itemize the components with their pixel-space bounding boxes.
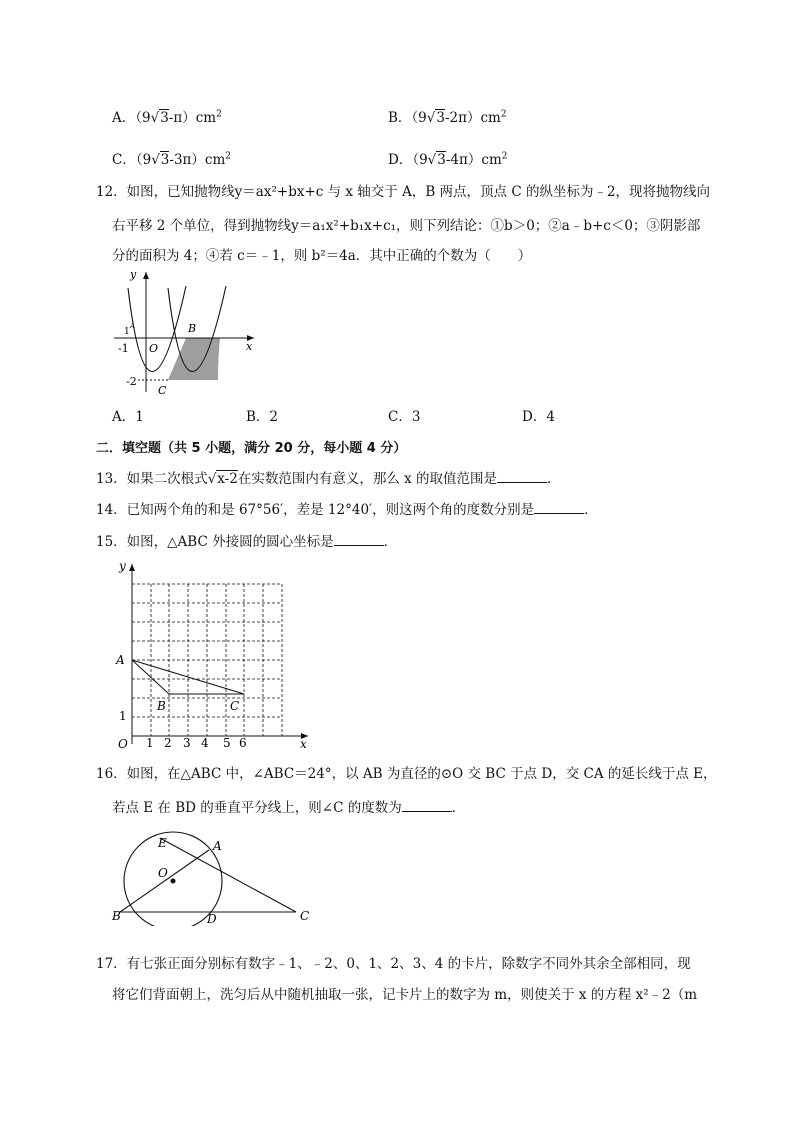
q15-label-o: O — [118, 737, 128, 751]
q15-tick-2: 2 — [164, 736, 172, 750]
q16-label-b: B — [112, 909, 121, 923]
q16-label-o: O — [158, 866, 168, 880]
q15-text: 15．如图，△ABC 外接圆的圆心坐标是 ． — [96, 534, 398, 550]
q12-line-3: 分的面积为 4；④若 c＝﹣1，则 b²＝4a．其中正确的个数为（ ） — [112, 248, 532, 264]
q12-label-one: 1 — [124, 327, 130, 337]
q12-line-1: 12．如图，已知抛物线y＝ax²+bx+c 与 x 轴交于 A，B 两点，顶点 C 的纵坐标为﹣2，现将抛物线向 — [96, 184, 711, 200]
q15-label-y-one: 1 — [119, 709, 127, 723]
q15-grid-figure — [112, 558, 312, 754]
q16-segment-ec — [160, 838, 296, 912]
q15-tick-5: 5 — [223, 736, 231, 750]
q16-label-a: A — [213, 839, 222, 853]
q12-shaded-region-fill — [168, 338, 220, 380]
q12-label-o: O — [149, 342, 159, 355]
q12-label-y: y — [130, 268, 137, 281]
section-2-title: 二．填空题（共 5 小题，满分 20 分，每小题 4 分） — [96, 441, 407, 456]
q17-line-1: 17．有七张正面分别标有数字﹣1、﹣2、0、1、2、3、4 的卡片，除数字不同外其余全部相同，现 — [96, 956, 691, 972]
q13-answer-blank[interactable] — [497, 470, 547, 483]
q12-parabola-figure — [108, 266, 260, 396]
q16-label-c: C — [300, 909, 310, 923]
q11-option-b: B．$(9√3-2\pi)cm^2$ — [388, 109, 507, 126]
q12-line-2: 右平移 2 个单位，得到抛物线y＝a₁x²+b₁x+c₁，则下列结论：①b＞0；②a﹣b+c＜0；③阴影部 — [112, 218, 701, 234]
q15-dashed-grid — [132, 584, 282, 736]
q12-option-b: B．2 — [246, 409, 279, 425]
q15-label-x: x — [300, 737, 307, 751]
q16-circle-figure — [108, 828, 318, 926]
q16-line-2: 若点 E 在 BD 的垂直平分线上，则∠C 的度数为 ． — [112, 800, 466, 816]
q12-option-a: A．1 — [112, 409, 144, 425]
q12-label-x: x — [246, 340, 253, 353]
q14-answer-blank[interactable] — [534, 501, 584, 514]
q15-label-y: y — [119, 559, 126, 573]
q15-tick-4: 4 — [201, 736, 209, 750]
q12-label-b: B — [188, 322, 197, 335]
q12-label-neg1: -1 — [118, 342, 129, 355]
q15-answer-blank[interactable] — [334, 533, 384, 546]
q15-tick-3: 3 — [183, 736, 191, 750]
q15-label-c: C — [230, 699, 240, 713]
q15-tick-6: 6 — [239, 736, 247, 750]
q16-line-1: 16．如图，在△ABC 中，∠ABC＝24°，以 AB 为直径的⊙O 交 BC 于点 D，交 CA 的延长线于点 E， — [96, 766, 717, 782]
q14-text: 14．已知两个角的和是 67°56′，差是 12°40′，则这两个角的度数分别是 ． — [96, 502, 598, 518]
q12-option-d: D．4 — [522, 409, 555, 425]
q15-tick-1: 1 — [146, 736, 154, 750]
q12-label-neg2: -2 — [126, 375, 137, 388]
q16-label-e: E — [158, 836, 167, 850]
q11-option-a: A．$(9√3-\pi)cm^2$ — [112, 109, 222, 126]
q12-option-c: C．3 — [388, 409, 421, 425]
q17-line-2: 将它们背面朝上，洗匀后从中随机抽取一张，记卡片上的数字为 m，则使关于 x 的方程 x²﹣2（m — [112, 987, 697, 1003]
q16-segment-ab — [120, 850, 209, 912]
q15-label-a: A — [116, 653, 125, 667]
q15-label-b: B — [157, 699, 166, 713]
q13-text: 13．如果二次根式√x-2在实数范围内有意义，那么 x 的取值范围是 ． — [96, 471, 561, 487]
q16-center-point — [171, 879, 176, 884]
q16-answer-blank[interactable] — [402, 799, 452, 812]
q16-label-d: D — [207, 912, 217, 926]
q12-label-c: C — [158, 384, 167, 396]
q11-option-c: C．$(9√3-3\pi)cm^2$ — [112, 151, 232, 168]
q12-label-a: A — [130, 322, 136, 330]
q11-option-d: D．$(9√3-4\pi)cm^2$ — [388, 151, 508, 168]
